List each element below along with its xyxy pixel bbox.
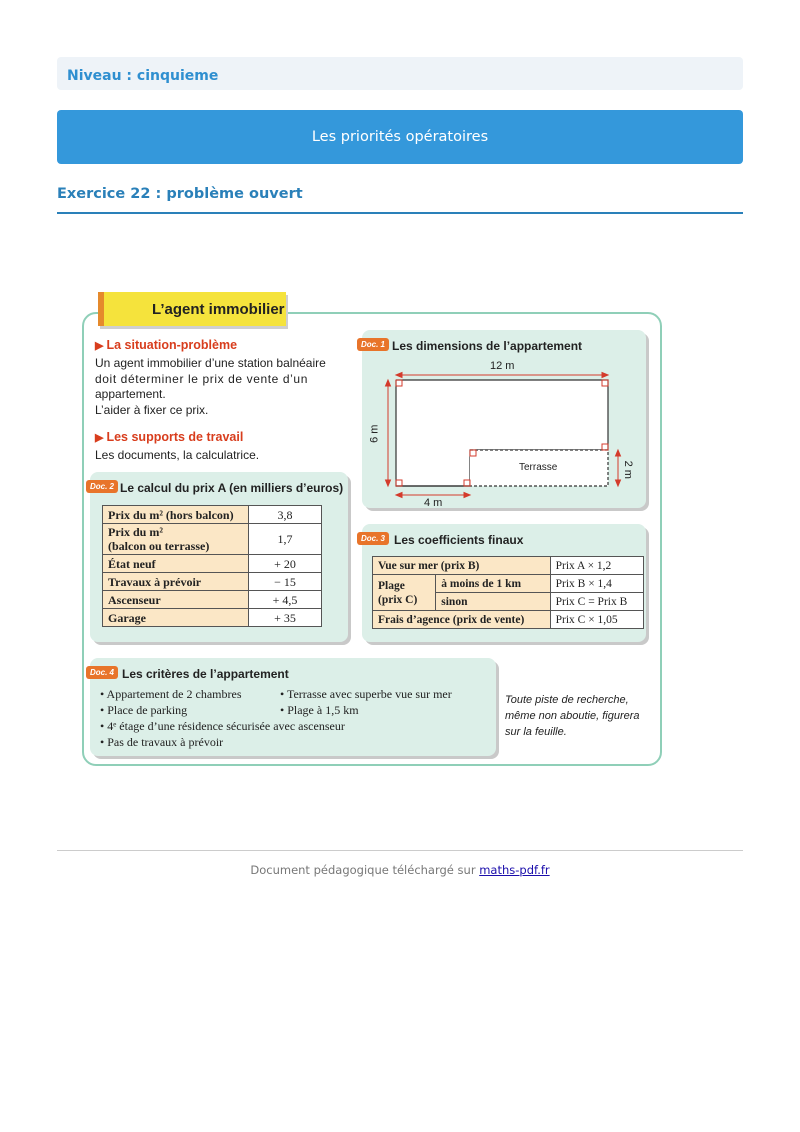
footer-divider (57, 850, 743, 851)
plage-label-line: Plage (378, 579, 405, 592)
dim-right-label: 2 m (621, 460, 634, 479)
note-line: même non aboutie, figurera (505, 710, 640, 722)
table-row (373, 557, 644, 575)
dim-top-label: 12 m (490, 360, 515, 372)
row-label-line: (balcon ou terrasse) (108, 539, 210, 553)
situation-line: Un agent immobilier d’une station balnéaire (95, 356, 326, 370)
doc1-badge: Doc. 1 (357, 338, 389, 351)
research-note (505, 692, 640, 740)
plage-label (373, 575, 436, 611)
row-label (103, 524, 249, 555)
table-row (373, 611, 644, 629)
table-row (103, 555, 322, 573)
row-value: + 4,5 (249, 591, 322, 609)
row-label: Garage (103, 609, 249, 627)
row-value: 1,7 (249, 524, 322, 555)
row-label: Frais d’agence (prix de vente) (373, 611, 551, 629)
row-sublabel: sinon (436, 593, 550, 611)
sheet-title: L’agent immobilier (98, 292, 286, 326)
row-value: − 15 (249, 573, 322, 591)
coefficients-table (372, 556, 644, 629)
row-value: Prix C = Prix B (550, 593, 643, 611)
exercise-title: Exercice 22 : problème ouvert (57, 186, 743, 214)
row-value: + 20 (249, 555, 322, 573)
row-label: Travaux à prévoir (103, 573, 249, 591)
supports-heading (95, 430, 243, 444)
supports-text: Les documents, la calculatrice. (95, 448, 260, 462)
row-value: Prix B × 1,4 (550, 575, 643, 593)
table-row (103, 524, 322, 555)
apartment-plan (362, 330, 646, 508)
footer-link[interactable]: maths-pdf.fr (479, 863, 550, 877)
terrace-label: Terrasse (519, 462, 558, 473)
table-row (103, 573, 322, 591)
footer-text: Document pédagogique téléchargé sur (250, 863, 476, 877)
price-a-table (102, 505, 322, 627)
row-label: État neuf (103, 555, 249, 573)
doc3-badge: Doc. 3 (357, 532, 389, 545)
row-sublabel: à moins de 1 km (436, 575, 550, 593)
row-label-line: Prix du m² (108, 525, 163, 539)
situation-text (95, 356, 345, 418)
topic-title: Les priorités opératoires (311, 129, 489, 145)
table-row (373, 575, 644, 593)
doc4-badge: Doc. 4 (86, 666, 118, 679)
doc3-title: Les coefficients finaux (394, 533, 524, 547)
level-text: Niveau : cinquieme (67, 68, 219, 84)
criteria-item: • 4ᵉ étage d’une résidence sécurisée avec ascenseur (100, 719, 345, 733)
doc4-panel (90, 658, 496, 756)
row-value: + 35 (249, 609, 322, 627)
row-label: Vue sur mer (prix B) (373, 557, 551, 575)
note-line: sur la feuille. (505, 726, 567, 738)
criteria-item: • Terrasse avec superbe vue sur mer (280, 687, 452, 701)
doc2-badge: Doc. 2 (86, 480, 118, 493)
topic-banner (57, 110, 743, 164)
criteria-item: • Appartement de 2 chambres (100, 687, 242, 701)
level-banner (57, 57, 743, 90)
note-line: Toute piste de recherche, (505, 694, 629, 706)
row-value: Prix C × 1,05 (550, 611, 643, 629)
criteria-item: • Plage à 1,5 km (280, 703, 359, 717)
situation-heading (95, 338, 237, 352)
row-label: Ascenseur (103, 591, 249, 609)
situation-line: L’aider à fixer ce prix. (95, 402, 209, 417)
criteria-item: • Pas de travaux à prévoir (100, 735, 224, 749)
exercise-sheet (80, 290, 665, 770)
plage-label-line: (prix C) (378, 593, 418, 606)
doc4-title: Les critères de l’appartement (122, 667, 289, 681)
dim-left-label: 6 m (368, 424, 381, 443)
footer (0, 863, 800, 877)
doc2-panel (90, 472, 348, 642)
doc1-title: Les dimensions de l’appartement (392, 339, 583, 353)
criteria-item: • Place de parking (100, 703, 188, 717)
situation-heading-text: La situation-problème (106, 338, 238, 352)
supports-heading-text: Les supports de travail (106, 430, 244, 444)
doc2-title: Le calcul du prix A (en milliers d’euros) (120, 481, 344, 495)
dim-bottom-label: 4 m (424, 497, 443, 509)
situation-line: doit déterminer le prix de vente d’un (95, 371, 308, 386)
criteria-col2 (280, 686, 452, 718)
row-label: Prix du m² (hors balcon) (103, 506, 249, 524)
situation-line: appartement. (95, 387, 166, 401)
table-row (103, 609, 322, 627)
doc1-panel (362, 330, 646, 508)
table-row (103, 591, 322, 609)
table-row (103, 506, 322, 524)
row-value: 3,8 (249, 506, 322, 524)
doc3-panel (362, 524, 646, 642)
row-value: Prix A × 1,2 (550, 557, 643, 575)
